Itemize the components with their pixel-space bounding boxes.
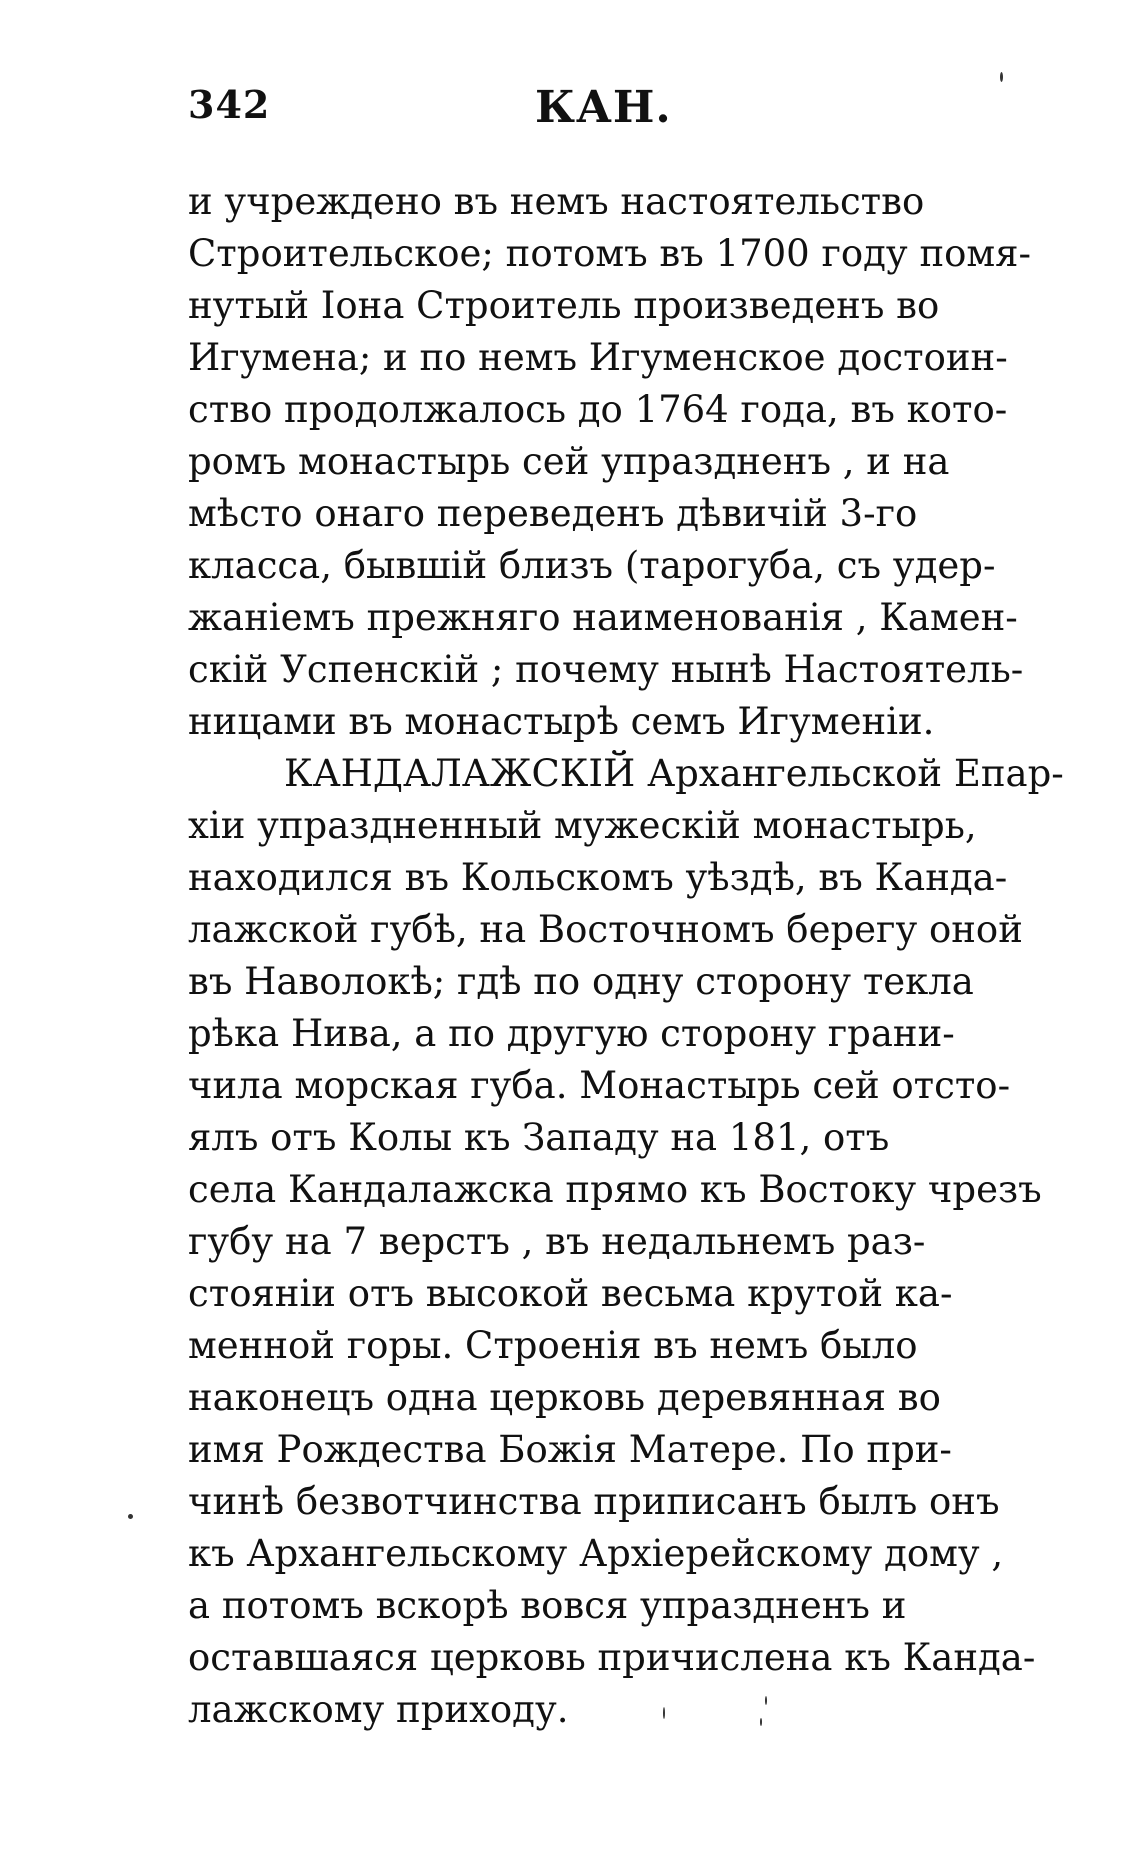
scan-speck	[663, 1707, 665, 1719]
paragraph-start-line: КАНДАЛАЖСКIЙ Архангельской Епар-	[284, 752, 1064, 795]
text-line: ромъ монастырь сей упраздненъ , и на	[188, 440, 950, 483]
text-line: лажскому приходу.	[188, 1688, 569, 1731]
text-line: ство продолжалось до 1764 года, въ кото-	[188, 388, 1008, 431]
scan-speck	[760, 1718, 762, 1726]
text-line: находился въ Кольскомъ уѣздѣ, въ Канда-	[188, 856, 1008, 899]
text-line: скiй Успенскiй ; почему нынѣ Настоятель-	[188, 648, 1024, 691]
running-head: КАН.	[535, 82, 672, 133]
text-line: жанiемъ прежняго наименованiя , Камен-	[188, 596, 1018, 639]
text-line: наконецъ одна церковь деревянная во	[188, 1376, 941, 1419]
text-line: лажской губѣ, на Восточномъ берегу оной	[188, 908, 1023, 951]
scan-speck	[765, 1696, 767, 1705]
text-line: села Кандалажска прямо къ Востоку чрезъ	[188, 1168, 1042, 1211]
scan-speck	[128, 1514, 133, 1519]
text-line: чила морская губа. Монастырь сей отсто-	[188, 1064, 1011, 1107]
scan-speck	[1000, 72, 1003, 82]
text-line: хiи упраздненный мужескiй монастырь,	[188, 804, 977, 847]
text-line: въ Наволокѣ; гдѣ по одну сторону текла	[188, 960, 974, 1003]
text-line: оставшаяся церковь причислена къ Канда-	[188, 1636, 1036, 1679]
text-line: Игумена; и по немъ Игуменское достоин-	[188, 336, 1008, 379]
text-line: мѣсто онаго переведенъ дѣвичiй 3-го	[188, 492, 918, 535]
text-line: Строительское; потомъ въ 1700 году помя-	[188, 232, 1032, 275]
text-line: а потомъ вскорѣ вовся упраздненъ и	[188, 1584, 907, 1627]
text-line: нутый Iона Строитель произведенъ во	[188, 284, 940, 327]
text-line: имя Рождества Божiя Матере. По при-	[188, 1428, 952, 1471]
text-line: менной горы. Строенiя въ немъ было	[188, 1324, 918, 1367]
text-line: ницами въ монастырѣ семъ Игуменiи.	[188, 700, 935, 743]
text-line: и учреждено въ немъ настоятельство	[188, 180, 925, 223]
text-line: стоянiи отъ высокой весьма крутой ка-	[188, 1272, 953, 1315]
book-text-block	[188, 176, 1068, 1736]
text-line: чинѣ безвотчинства приписанъ былъ онъ	[188, 1480, 1000, 1523]
text-line: къ Архангельскому Архiерейскому дому ,	[188, 1532, 1004, 1575]
text-line: ялъ отъ Колы къ Западу на 181, отъ	[188, 1116, 890, 1159]
text-line: класса, бывшiй близъ (тарогуба, съ удер-	[188, 544, 996, 587]
text-line: губу на 7 верстъ , въ недальнемъ раз-	[188, 1220, 926, 1263]
page-header	[188, 82, 1008, 152]
page-number: 342	[188, 82, 271, 127]
text-line: рѣка Нива, а по другую сторону грани-	[188, 1012, 955, 1055]
